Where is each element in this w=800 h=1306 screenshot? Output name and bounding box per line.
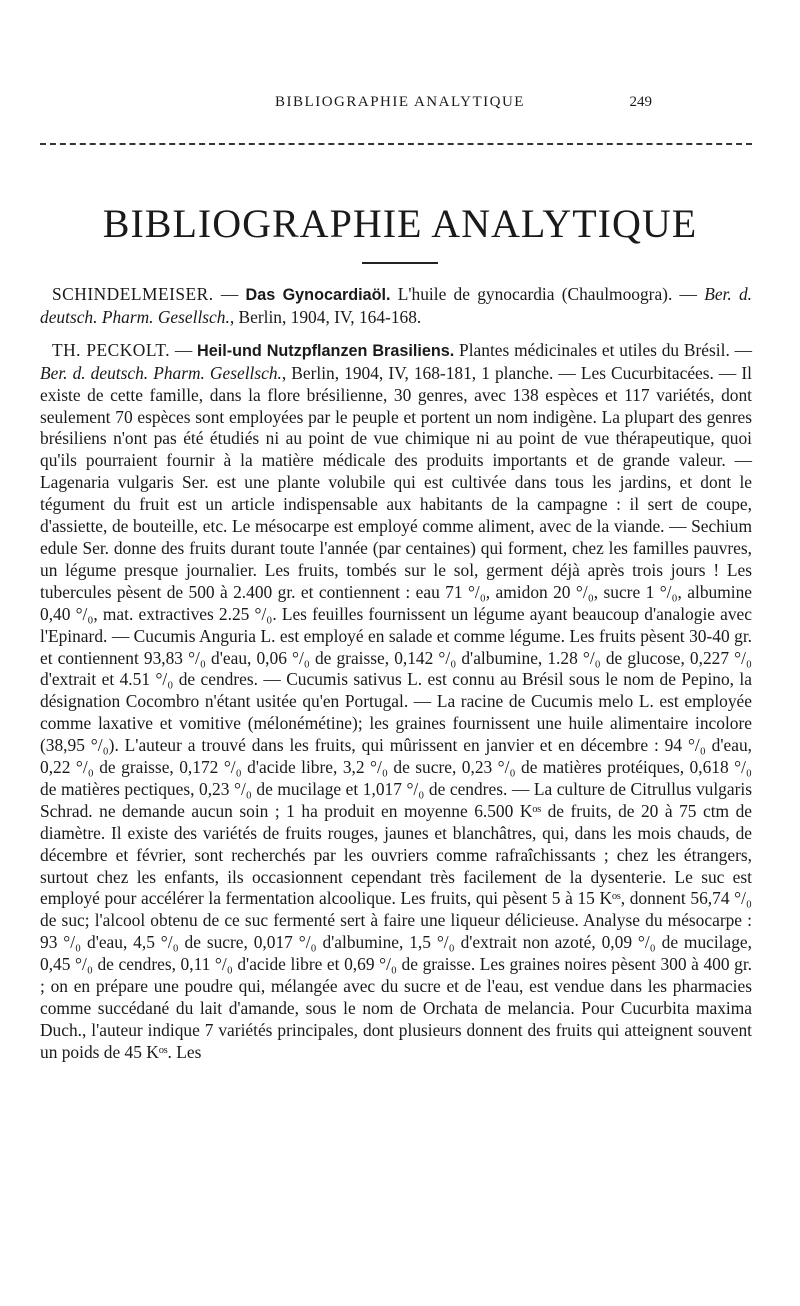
entry-author: TH. PECKOLT. xyxy=(52,339,171,360)
entry-source: Ber. d. deutsch. Pharm. Gesellsch. xyxy=(40,284,753,327)
bibliography-entry xyxy=(40,340,752,1064)
entry-description: L'huile de gynocardia (Chaulmoogra). — xyxy=(390,284,705,304)
entry-author: SCHINDELMEISER. xyxy=(52,284,214,304)
bibliography-entry xyxy=(40,284,752,329)
title-rule xyxy=(362,262,438,264)
running-head xyxy=(0,94,800,116)
header-rule xyxy=(40,143,752,145)
entry-details: , Berlin, 1904, IV, 164-168. xyxy=(229,306,422,327)
entry-work-title: Das Gynocardiaöl. xyxy=(245,286,391,304)
entry-source: Ber. d. deutsch. Pharm. Gesellsch. xyxy=(40,362,282,383)
running-title: BIBLIOGRAPHIE ANALYTIQUE xyxy=(275,94,525,110)
bibliography-entries xyxy=(40,284,752,1075)
entry-description: Plantes médicinales et utiles du Brésil. — xyxy=(454,339,752,360)
entry-details: , Berlin, 1904, IV, 168-181, 1 planche. — Les Cucurbitacées. — Il existe de cette famille, dans la flore brésilienne, 30 genres, avec 138 espèces et 117 variétés, dont seulement 70 espèces sont employées par le peuple et portent un nom indigène. La plupart des genres brésiliens n'ont pas été étudiés ni au point de vue chimique ni au point de vue thérapeutique, quoi qu'ils pourraient fournir à la matière médicale des produits importants et de grande valeur. — Lagenaria vulgaris Ser. est une plante volubile qui est cultivée dans tous les jardins, et dont le tégument du fruit est un article indispensable aux habitants de la campagne : il sert de coupe, d'assiette, de bouteille, etc. Le mésocarpe est employé comme aliment, avec de la viande. — Sechium edule Ser. donne des fruits durant toute l'année (par centaines) qui forment, chez les familles pauvres, un légume presque journalier. Les fruits, tombés sur le sol, germent déjà après trois jours ! Les tubercules pèsent de 500 à 2.400 gr. et contiennent : eau 71 °/₀, amidon 20 °/₀, sucre 1 °/₀, albumine 0,40 °/₀, mat. extractives 2.25 °/₀. Les feuilles fournissent un légume ayant beaucoup d'analogie avec l'Epinard. — Cucumis Anguria L. est employé en salade et comme légume. Les fruits pèsent 30-40 gr. et contiennent 93,83 °/₀ d'eau, 0,06 °/₀ de graisse, 0,142 °/₀ d'albumine, 1.28 °/₀ de glucose, 0,227 °/₀ d'extrait et 4.51 °/₀ de cendres. — Cucumis sativus L. est connu au Brésil sous le nom de Pepino, la désignation Cocombro n'étant usitée qu'en Portugal. — La racine de Cucumis melo L. est employée comme laxative et vomitive (mélonémétine); les graines fournissent une huile alimentaire incolore (38,95 °/₀). L'auteur a trouvé dans les fruits, qui mûrissent en janvier et en décembre : 94 °/₀ d'eau, 0,22 °/₀ de graisse, 0,172 °/₀ d'acide libre, 3,2 °/₀ de sucre, 0,23 °/₀ de matières protéiques, 0,618 °/₀ de matières pectiques, 0,23 °/₀ de mucilage et 1,017 °/₀ de cendres. — La culture de Citrullus vulgaris Schrad. ne demande aucun soin ; 1 ha produit en moyenne 6.500 Kᵒˢ de fruits, de 20 à 75 ctm de diamètre. Il existe des variétés de fruits rouges, jaunes et blanchâtres, qui, dans les mois chauds, de décembre et février, sont recherchés par les ouvriers comme rafraîchissants ; chez les étrangers, surtout chez les enfants, ils occasionnent cependant très facilement de la dysenterie. Le suc est employé pour accélérer la fermentation alcoolique. Les fruits, qui pèsent 5 à 15 Kᵒˢ, donnent 56,74 °/₀ de suc; l'alcool obtenu de ce suc fermenté sert à faire une liqueur délicieuse. Analyse du mésocarpe : 93 °/₀ d'eau, 4,5 °/₀ de sucre, 0,017 °/₀ d'albumine, 1,5 °/₀ d'extrait non azoté, 0,09 °/₀ de mucilage, 0,45 °/₀ de cendres, 0,11 °/₀ d'acide libre et 0,69 °/₀ de graisse. Les graines noires pèsent 300 à 400 gr. ; on en prépare une poudre qui, mélangée avec du sucre et de l'eau, est vendue dans les pharmacies comme succédané du lait d'amande, sous le nom de Orchata de melancia. Pour Cucurbita maxima Duch., l'auteur indique 7 variétés principales, dont plusieurs donnent des fruits qui atteignent souvent un poids de 45 Kᵒˢ. Les xyxy=(40,362,752,1062)
entry-separator: — xyxy=(213,284,246,304)
section-title: BIBLIOGRAPHIE ANALYTIQUE xyxy=(102,201,698,246)
entry-separator: — xyxy=(170,339,198,360)
page-number: 249 xyxy=(629,94,652,110)
entry-work-title: Heil-und Nutzpflanzen Brasiliens. xyxy=(197,341,455,360)
